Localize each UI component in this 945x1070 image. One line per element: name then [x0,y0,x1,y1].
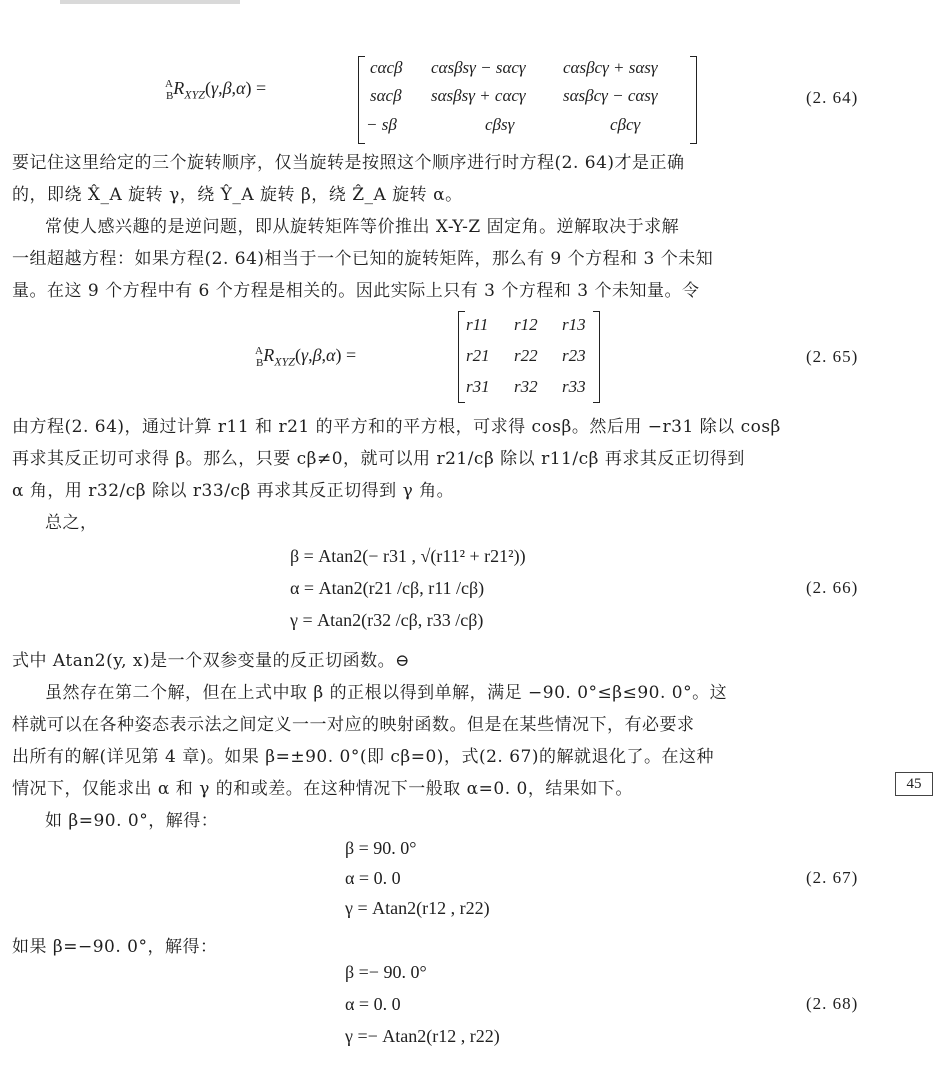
case-beta-plus-90: 如 β=90. 0°，解得： [45,811,219,831]
eq-2-68-line: γ =− Atan2(r12 , r22) [345,1026,500,1046]
eq-2-64-cell: sαsβsγ + cαcγ [431,86,526,105]
paragraph-line: 出所有的解(详见第 4 章)。如果 β=±90. 0°(即 cβ=0)，式(2. 67)的解就退化了。在这种 [12,747,714,767]
eq-2-67-line: β = 90. 0° [345,838,417,858]
paragraph-line: α 角，用 r32/cβ 除以 r33/cβ 再求其反正切得到 γ 角。 [12,481,455,501]
eq-2-65-cell: r23 [562,346,586,365]
case-beta-minus-90: 如果 β=−90. 0°，解得： [12,937,218,957]
paragraph-line: 情况下，仅能求出 α 和 γ 的和或差。在这种情况下一般取 α=0. 0，结果如下。 [12,779,633,799]
eq-2-66-line: γ = Atan2(r32 /cβ, r33 /cβ) [290,610,484,630]
eq-2-64-cell: cαsβsγ − sαcγ [431,58,526,77]
eq-2-64-right-bracket [690,56,697,144]
eq-2-65-cell: r22 [514,346,538,365]
eq-2-65-cell: r21 [466,346,490,365]
eq-2-65-cell: r33 [562,377,586,396]
eq-2-66-line: α = Atan2(r21 /cβ, r11 /cβ) [290,578,485,598]
eq-2-65-cell: r11 [466,315,489,334]
eq-2-65-number: (2. 65) [806,347,859,366]
paragraph-line: 样就可以在各种姿态表示法之间定义一一对应的映射函数。但是在某些情况下，有必要求 [12,715,695,735]
eq-2-65-cell: r13 [562,315,586,334]
atan-note: 式中 Atan2(y, x)是一个双参变量的反正切函数。⊖ [12,651,410,671]
paragraph-line: 常使人感兴趣的是逆问题，即从旋转矩阵等价推出 X-Y-Z 固定角。逆解取决于求解 [45,217,680,237]
top-margin-mark [60,0,240,4]
eq-2-64-lhs: $^A_BR_{XYZ}(\gamma,\beta,\alpha)$ = [165,78,267,102]
eq-2-64-cell: cβsγ [485,115,515,134]
eq-2-65-left-bracket [458,311,465,403]
eq-2-65-cell: r12 [514,315,538,334]
paragraph-line: 一组超越方程：如果方程(2. 64)相当于一个已知的旋转矩阵，那么有 9 个方程和 3 个未知 [12,249,714,269]
eq-2-64-cell: cβcγ [610,115,641,134]
eq-2-66-number: (2. 66) [806,578,859,597]
eq-2-64-cell: cαcβ [370,58,403,77]
paragraph-line: 要记住这里给定的三个旋转顺序，仅当旋转是按照这个顺序进行时方程(2. 64)才是正确 [12,153,685,173]
eq-2-64-left-bracket [358,56,365,144]
eq-2-67-line: α = 0. 0 [345,868,401,888]
eq-2-64-cell: sαsβcγ − cαsγ [563,86,658,105]
eq-2-66-line: β = Atan2(− r31 , √(r11² + r21²)) [290,546,526,566]
paragraph-line: 量。在这 9 个方程中有 6 个方程是相关的。因此实际上只有 3 个方程和 3 个未知量。令 [12,281,700,301]
eq-2-68-line: α = 0. 0 [345,994,401,1014]
page-number: 45 [895,772,933,796]
eq-2-64-cell: − sβ [366,115,397,134]
eq-2-68-line: β =− 90. 0° [345,962,427,982]
eq-2-65-right-bracket [593,311,600,403]
paragraph-line: 的，即绕 X̂_A 旋转 γ，绕 Ŷ_A 旋转 β，绕 Ẑ_A 旋转 α。 [12,185,463,205]
eq-2-64-cell: cαsβcγ + sαsγ [563,58,658,77]
eq-2-67-number: (2. 67) [806,868,859,887]
eq-2-64-cell: sαcβ [370,86,402,105]
eq-2-67-line: γ = Atan2(r12 , r22) [345,898,490,918]
eq-2-65-cell: r31 [466,377,490,396]
paragraph-line: 由方程(2. 64)，通过计算 r11 和 r21 的平方和的平方根，可求得 cosβ。然后用 −r31 除以 cosβ [12,417,781,437]
eq-2-65-lhs: $^A_BR_{XYZ}(\gamma,\beta,\alpha)$ = [255,345,357,369]
paragraph-line: 再求其反正切可求得 β。那么，只要 cβ≠0，就可以用 r21/cβ 除以 r11/cβ 再求其反正切得到 [12,449,745,469]
eq-2-68-number: (2. 68) [806,994,859,1013]
summary-label: 总之， [45,513,98,533]
eq-2-65-cell: r32 [514,377,538,396]
paragraph-line: 虽然存在第二个解，但在上式中取 β 的正根以得到单解，满足 −90. 0°≤β≤90. 0°。这 [45,683,728,703]
eq-2-64-number: (2. 64) [806,88,859,107]
